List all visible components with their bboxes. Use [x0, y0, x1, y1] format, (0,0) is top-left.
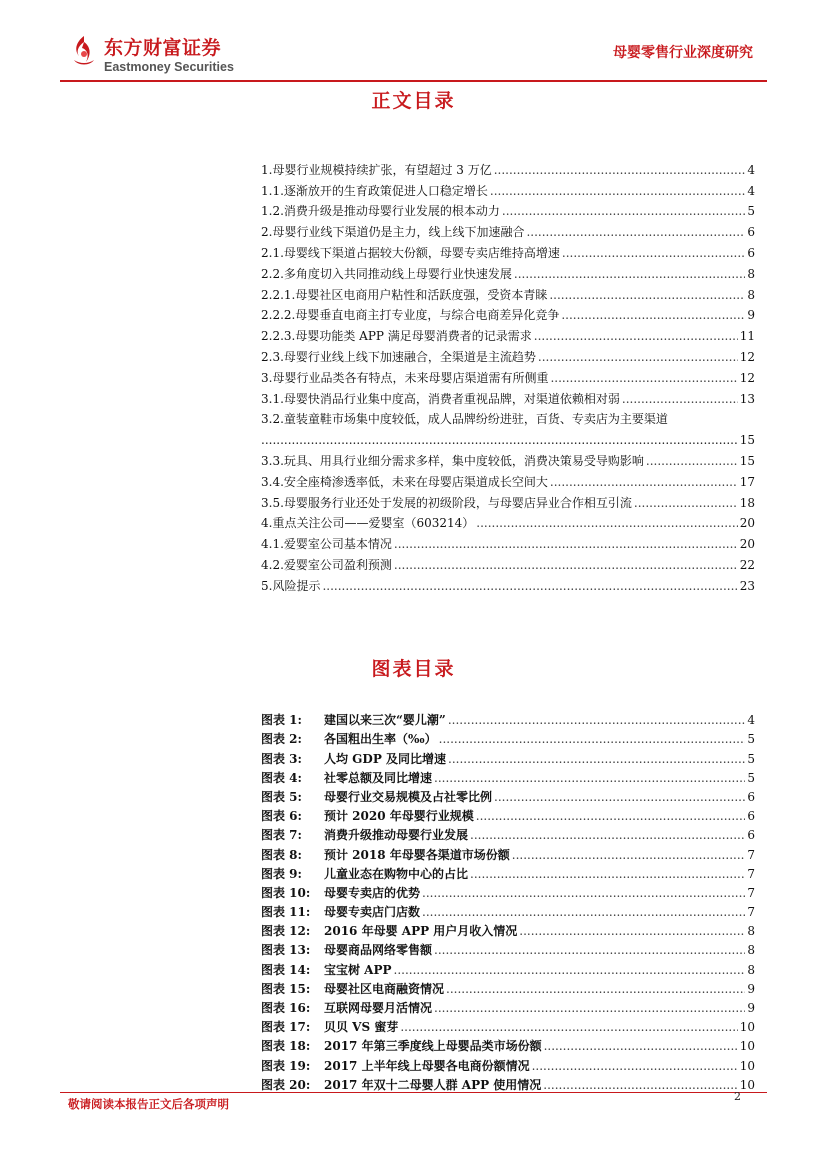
toc-entry-page: 8: [747, 287, 755, 302]
figure-entry[interactable]: [261, 805, 755, 824]
toc-entry[interactable]: [261, 573, 755, 594]
figure-entry[interactable]: [261, 863, 755, 882]
figure-leader-dots: [394, 962, 746, 978]
figure-entry[interactable]: [261, 920, 755, 939]
figure-entry-text: 预计 2018 年母婴各渠道市场份额: [324, 847, 510, 862]
toc-entry[interactable]: [261, 199, 755, 220]
figure-entry-text: 母婴社区电商融资情况: [324, 981, 445, 996]
figure-leader-dots: [543, 1077, 737, 1093]
figure-leader-dots: [476, 808, 746, 824]
figure-entry-page: 10: [739, 1077, 755, 1092]
toc-entry-text: 2.2.多角度切入共同推动线上母婴行业快速发展: [261, 266, 512, 281]
toc-entry-page: 5: [747, 204, 755, 219]
figure-entry-label: 图表 10:: [261, 885, 311, 900]
figure-leader-dots: [434, 1000, 745, 1016]
figure-entry[interactable]: [261, 939, 755, 958]
figure-entry-page: 10: [739, 1020, 755, 1035]
toc-entry-text: 2.2.3.母婴功能类 APP 满足母婴消费者的记录需求: [261, 329, 532, 344]
figure-entry-text: 消费升级推动母婴行业发展: [324, 828, 469, 843]
figure-entry-label: 图表 17:: [261, 1020, 311, 1035]
toc-entry-page: 18: [739, 495, 755, 510]
figure-entry-page: 7: [747, 847, 755, 862]
figure-leader-dots: [470, 827, 745, 843]
toc-leader-dots: [550, 474, 738, 490]
figure-entry-page: 8: [747, 924, 755, 939]
figure-leader-dots: [519, 923, 745, 939]
toc-entry-text: 5.风险提示: [261, 578, 321, 593]
toc-leader-dots: [562, 245, 745, 261]
toc-leader-dots: [261, 432, 738, 448]
toc-entry[interactable]: [261, 344, 755, 365]
toc-entry-page: 12: [739, 370, 755, 385]
figure-entry[interactable]: [261, 978, 755, 997]
figure-entry-page: 8: [747, 943, 755, 958]
toc-entry-text: 3.1.母婴快消品行业集中度高，消费者重视品牌，对渠道依赖相对弱: [261, 391, 620, 406]
figure-entry-label: 图表 3:: [261, 751, 302, 766]
toc-entry-page: 8: [747, 266, 755, 281]
figure-entry-page: 6: [747, 789, 755, 804]
figure-entry-page: 7: [747, 905, 755, 920]
figure-leader-dots: [448, 751, 745, 767]
figure-entry-label: 图表 19:: [261, 1058, 311, 1073]
toc-leader-dots: [634, 495, 738, 511]
figure-entry-page: 10: [739, 1039, 755, 1054]
figure-entry-label: 图表 5:: [261, 789, 302, 804]
figure-entry-text: 2016 年母婴 APP 用户月收入情况: [324, 924, 518, 939]
figure-entry-text: 母婴专卖店门店数: [324, 905, 421, 920]
figure-entry-text: 儿童业态在购物中心的占比: [324, 866, 469, 881]
figure-entry-text: 2017 年第三季度线上母婴品类市场份额: [324, 1039, 542, 1054]
toc-entry-page: 23: [739, 578, 755, 593]
toc-entry-text: 1.母婴行业规模持续扩张，有望超过 3 万亿: [261, 162, 492, 177]
figure-entry-text: 2017 上半年线上母婴各电商份额情况: [324, 1058, 530, 1073]
toc-entry-text: 3.4.安全座椅渗透率低，未来在母婴店渠道成长空间大: [261, 474, 548, 489]
figure-entry-text: 社零总额及同比增速: [324, 770, 433, 785]
figure-entry-label: 图表 15:: [261, 981, 311, 996]
toc-entry-text: 2.2.2.母婴垂直电商主打专业度，与综合电商差异化竞争: [261, 308, 560, 323]
toc-entry[interactable]: [261, 365, 755, 386]
figure-entry-page: 8: [747, 962, 755, 977]
figure-leader-dots: [434, 942, 745, 958]
figure-entry[interactable]: [261, 709, 755, 728]
toc-entry-page: 11: [739, 329, 755, 344]
toc-entry-text: 4.1.爱婴室公司基本情况: [261, 537, 392, 552]
toc-entry[interactable]: [261, 282, 755, 303]
figure-entry[interactable]: [261, 958, 755, 977]
toc-entry[interactable]: [261, 240, 755, 261]
figures-toc-title: 图表目录: [371, 658, 456, 680]
figure-leader-dots: [544, 1038, 738, 1054]
toc-leader-dots: [514, 266, 745, 282]
figure-entry-text: 母婴专卖店的优势: [324, 885, 421, 900]
logo-english-name: Eastmoney Securities: [104, 60, 234, 74]
toc-entry[interactable]: [261, 219, 755, 240]
toc-entry[interactable]: [261, 386, 755, 407]
toc-entry-page: 6: [747, 225, 755, 240]
toc-entry[interactable]: [261, 407, 755, 428]
figure-entry-text: 2017 年双十二母婴人群 APP 使用情况: [324, 1077, 542, 1092]
toc-leader-dots: [494, 162, 746, 178]
figure-entry-page: 4: [747, 713, 755, 728]
page-header: [60, 30, 767, 76]
figure-entry-text: 人均 GDP 及同比增速: [324, 751, 447, 766]
figure-leader-dots: [448, 712, 746, 728]
figure-entry-label: 图表 12:: [261, 924, 311, 939]
toc-leader-dots: [526, 224, 745, 240]
figure-entry-text: 预计 2020 年母婴行业规模: [324, 809, 474, 824]
figure-leader-dots: [422, 885, 745, 901]
toc-entry-page: 15: [739, 453, 755, 468]
figure-leader-dots: [512, 847, 746, 863]
figure-entry-label: 图表 6:: [261, 809, 302, 824]
figure-entry-label: 图表 4:: [261, 770, 302, 785]
figure-entry[interactable]: [261, 843, 755, 862]
figure-entry-label: 图表 16:: [261, 1001, 311, 1015]
toc-leader-dots: [490, 183, 745, 199]
toc-entry[interactable]: [261, 448, 755, 469]
toc-leader-dots: [622, 391, 738, 407]
toc-entry[interactable]: [261, 303, 755, 324]
footer-divider: [60, 1092, 767, 1093]
toc-entry-text: 2.2.1.母婴社区电商用户粘性和活跃度强，受资本青睐: [261, 287, 548, 302]
toc-title: 正文目录: [371, 90, 456, 112]
figure-entry-page: 10: [739, 1058, 755, 1073]
toc-entry-page: 4: [747, 183, 755, 198]
toc-leader-dots: [549, 287, 745, 303]
toc-entry-page: 4: [747, 162, 755, 177]
figure-entry-text: 贝贝 VS 蜜芽: [324, 1020, 399, 1035]
toc-leader-dots: [322, 578, 737, 594]
toc-entry-text: 1.1.逐渐放开的生育政策促进人口稳定增长: [261, 183, 488, 198]
figure-entry-page: 6: [747, 809, 755, 824]
figure-entry-page: 6: [747, 828, 755, 843]
figure-leader-dots: [470, 866, 745, 882]
figure-leader-dots: [422, 904, 745, 920]
toc-leader-dots: [394, 536, 738, 552]
figure-entry[interactable]: [261, 882, 755, 901]
figure-entry[interactable]: [261, 901, 755, 920]
toc-entry-text: 2.3.母婴行业线上线下加速融合，全渠道是主流趋势: [261, 349, 536, 364]
figure-leader-dots: [434, 770, 745, 786]
toc-entry-page: 17: [739, 474, 755, 489]
toc-entry-continuation[interactable]: [261, 427, 755, 448]
toc-entry-text: 2.母婴行业线下渠道仍是主力，线上线下加速融合: [261, 225, 525, 240]
figure-entry-page: 5: [747, 732, 755, 747]
toc-entry-text: 3.5.母婴服务行业还处于发展的初级阶段，与母婴店异业合作相互引流: [261, 495, 632, 510]
figure-entry-label: 图表 18:: [261, 1039, 311, 1054]
page-number: 2: [734, 1090, 741, 1103]
figures-list: [261, 709, 755, 1093]
toc-leader-dots: [502, 203, 745, 219]
figure-entry-label: 图表 9:: [261, 866, 302, 881]
figure-entry[interactable]: [261, 786, 755, 805]
figure-entry-text: 互联网母婴月活情况: [324, 1001, 433, 1015]
figure-leader-dots: [439, 731, 746, 747]
toc-entry[interactable]: [261, 157, 755, 178]
figure-entry-label: 图表 1:: [261, 713, 302, 728]
toc-entry[interactable]: [261, 552, 755, 573]
toc-entry-text: 4.重点关注公司——爱婴室（603214）: [261, 516, 475, 531]
figure-leader-dots: [494, 789, 745, 805]
figure-entry-page: 5: [747, 751, 755, 766]
figure-entry-page: 7: [747, 866, 755, 881]
toc-entry[interactable]: [261, 531, 755, 552]
figure-entry-label: 图表 2:: [261, 732, 302, 747]
toc-entry-text: 4.2.爱婴室公司盈利预测: [261, 557, 392, 572]
figure-entry-label: 图表 8:: [261, 847, 302, 862]
company-logo: [70, 32, 290, 78]
toc-entry[interactable]: [261, 469, 755, 490]
figure-leader-dots: [532, 1058, 738, 1074]
toc-leader-dots: [646, 453, 738, 469]
figure-entry-page: 9: [747, 1001, 755, 1015]
table-of-contents: [261, 157, 755, 594]
toc-entry-text: 3.3.玩具、用具行业细分需求多样，集中度较低，消费决策易受导购影响: [261, 453, 644, 468]
figure-leader-dots: [400, 1019, 737, 1035]
figure-entry[interactable]: [261, 824, 755, 843]
toc-entry-page: 15: [739, 433, 755, 448]
figure-entry-page: 9: [747, 981, 755, 996]
toc-leader-dots: [538, 349, 738, 365]
figure-entry-text: 建国以来三次“婴儿潮”: [324, 713, 446, 728]
figure-entry[interactable]: [261, 767, 755, 786]
toc-entry[interactable]: [261, 261, 755, 282]
toc-entry-text: 3.母婴行业品类各有特点，未来母婴店渠道需有所侧重: [261, 370, 549, 385]
toc-entry-page: 20: [739, 537, 755, 552]
figure-entry[interactable]: [261, 728, 755, 747]
footer-disclaimer: 敬请阅读本报告正文后各项声明: [68, 1097, 229, 1111]
toc-entry-page: 22: [739, 557, 755, 572]
report-title: 母婴零售行业深度研究: [613, 45, 753, 61]
figure-leader-dots: [446, 981, 745, 997]
toc-leader-dots: [534, 328, 738, 344]
figure-entry-text: 母婴商品网络零售额: [324, 943, 433, 958]
figure-entry-page: 7: [747, 885, 755, 900]
toc-entry[interactable]: [261, 323, 755, 344]
figure-entry-label: 图表 20:: [261, 1077, 311, 1092]
figure-entry-page: 5: [747, 770, 755, 785]
figure-entry[interactable]: [261, 1035, 755, 1054]
toc-entry-page: 12: [739, 349, 755, 364]
logo-chinese-name: 东方财富证券: [104, 37, 222, 59]
figure-entry-label: 图表 11:: [261, 905, 311, 920]
figure-entry[interactable]: [261, 1074, 755, 1093]
figure-entry[interactable]: [261, 1016, 755, 1035]
toc-entry-page: 20: [739, 516, 755, 531]
figure-entry[interactable]: [261, 1054, 755, 1073]
toc-entry[interactable]: [261, 511, 755, 532]
toc-entry-text: 1.2.消费升级是推动母婴行业发展的根本动力: [261, 204, 500, 219]
figure-entry-text: 各国粗出生率（‰）: [324, 732, 437, 747]
figure-entry-label: 图表 7:: [261, 828, 302, 843]
toc-entry[interactable]: [261, 490, 755, 511]
figure-entry-text: 母婴行业交易规模及占社零比例: [324, 789, 493, 804]
figure-entry-label: 图表 13:: [261, 943, 311, 958]
toc-entry-text: 2.1.母婴线下渠道占据较大份额，母婴专卖店维持高增速: [261, 245, 560, 260]
toc-leader-dots: [394, 557, 738, 573]
header-divider: [60, 80, 767, 82]
toc-entry-page: 6: [747, 245, 755, 260]
toc-leader-dots: [550, 370, 737, 386]
toc-entry[interactable]: [261, 178, 755, 199]
figure-entry[interactable]: [261, 997, 755, 1016]
figure-entry-text: 宝宝树 APP: [324, 962, 392, 977]
toc-entry-text: 3.2.童装童鞋市场集中度较低，成人品牌纷纷进驻，百货、专卖店为主要渠道: [261, 412, 668, 427]
figure-entry-label: 图表 14:: [261, 962, 311, 977]
toc-leader-dots: [476, 515, 737, 531]
toc-entry-page: 9: [747, 308, 755, 323]
figure-entry[interactable]: [261, 747, 755, 766]
toc-entry-page: 13: [739, 391, 755, 406]
toc-leader-dots: [561, 307, 745, 323]
eastmoney-logo-icon: [70, 34, 98, 70]
